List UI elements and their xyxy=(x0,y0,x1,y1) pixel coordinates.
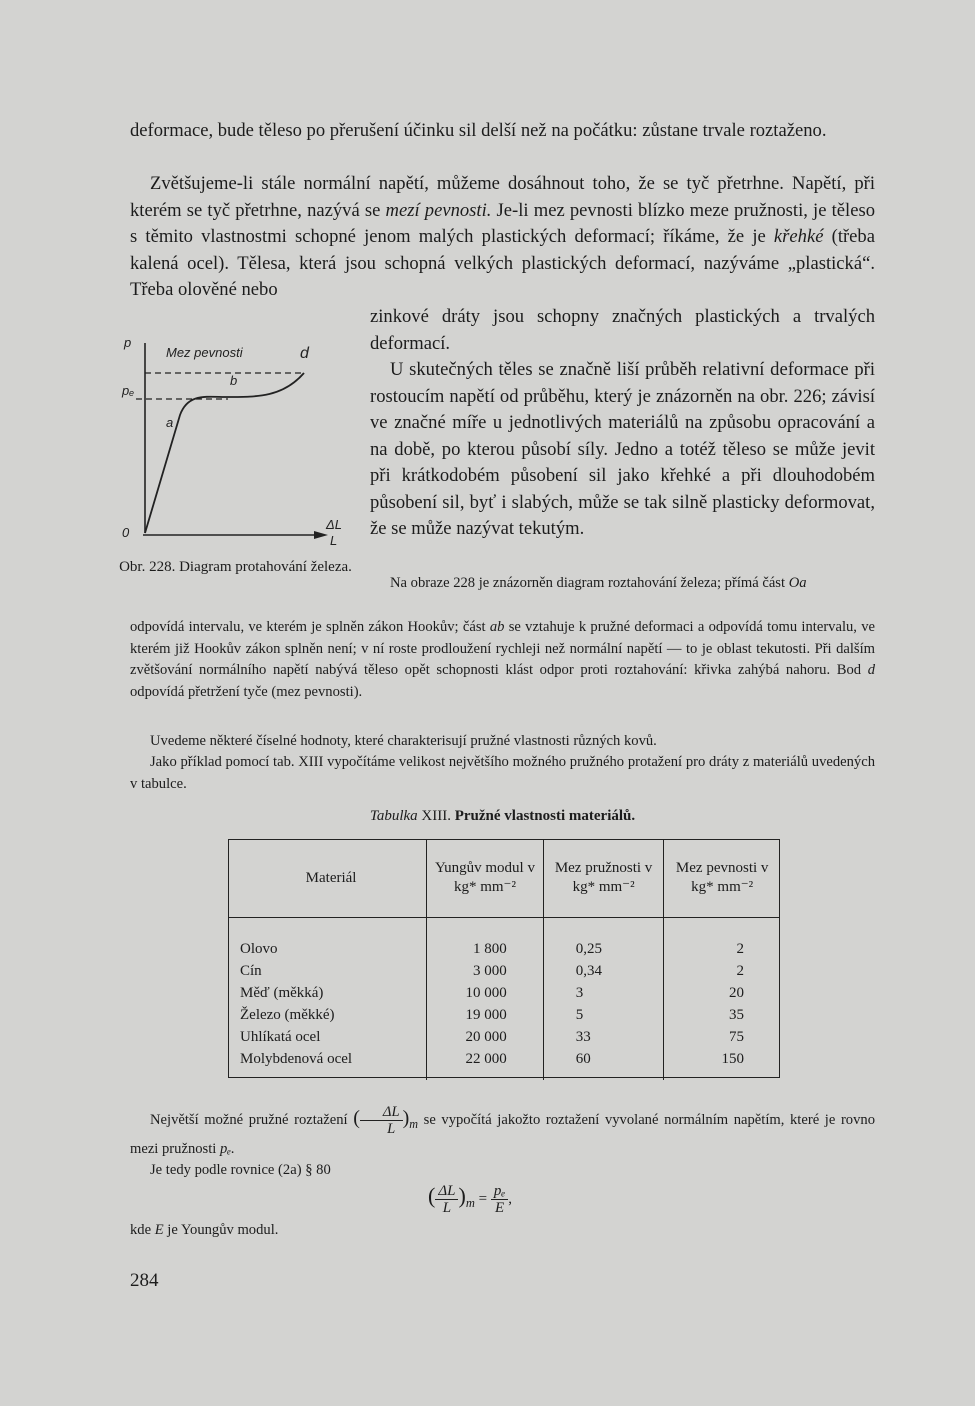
materials-table xyxy=(228,839,780,1080)
stress-strain-diagram xyxy=(118,335,358,595)
label-p: p xyxy=(124,335,132,350)
paragraph-3: U skutečných těles se značně liší průběh relativní deformace při rostoucím napětí od průběhu, který je znázorněn na obr. 226; závisí ve značné míře u jednotlivých materiálů na způsobu opracování a na době, po kterou působí síly. Jedno a totéž těleso se může jevit při krátkodobém působení sil jako křehké a při dlouhodobém působení sil, byť i slabých, může se tak silně plasticky deformovat, že se může nazývat tekutým. xyxy=(370,359,875,539)
table-row: Uhlíkatá ocel 20 000 33 75 xyxy=(228,1026,780,1048)
table-row: Molybdenová ocel 22 000 60 150 xyxy=(228,1048,780,1080)
label-d: d xyxy=(300,345,309,362)
eq-fraction-left: $\frac{\Delta L}{L}$ xyxy=(435,1183,458,1216)
dl-axis-arrow xyxy=(314,531,328,539)
label-b: b xyxy=(230,373,238,388)
table-row: Železo (měkké) 19 000 5 35 xyxy=(228,1004,780,1026)
paragraph-2: Zvětšujeme-li stále normální napětí, můžeme dosáhnout toho, že se tyč přetrhne. Napětí, při kterém se tyč přetrhne, nazývá se mezí pevnosti. Je-li mez pevnosti blízko meze pružnosti, je těleso s těmito vlastnostmi schopné jenom malých plastických deformací; říkáme, že je křehké (třeba kalená ocel). Tělesa, která jsou schopná velkých plastických deformací, nazýváme „plastická“. Třeba olověné nebo xyxy=(130,173,876,300)
fraction-dl-l: $\frac{\Delta L}{L}$ xyxy=(360,1104,403,1137)
label-pe: pₑ xyxy=(122,383,135,398)
header-mez-pevnosti: Mez pevnosti v kg* mm⁻² xyxy=(664,839,780,918)
header-material: Materiál xyxy=(228,839,427,918)
paragraph-9: kde E je Youngův modul. xyxy=(130,1222,279,1238)
paragraph-4-wrap: Na obraze 228 je znázorněn diagram roztahování železa; přímá část Oa xyxy=(390,575,807,591)
table-row: Olovo 1 800 0,25 2 xyxy=(228,918,780,961)
table-row: Cín 3 000 0,34 2 xyxy=(228,960,780,982)
eq-fraction-right: $\frac{\text{pₑ}}{E}$ xyxy=(491,1183,508,1216)
paragraph-1: deformace, bude těleso po přerušení účinku sil delší než na počátku: zůstane trvale roztaženo. xyxy=(130,120,827,141)
equation: ( $\frac{\Delta L}{L}$ )$_m$ = $\frac{\text{pₑ}}{E}$ , xyxy=(428,1183,512,1217)
label-origin: 0 xyxy=(122,525,130,540)
table-caption: Tabulka XIII. Pružné vlastnosti materiálů. xyxy=(369,808,636,824)
stress-strain-curve xyxy=(145,373,304,533)
label-a: a xyxy=(166,415,174,430)
table-row: Měď (měkká) 10 000 3 20 xyxy=(228,982,780,1004)
label-delta-l: ΔL xyxy=(326,517,342,532)
paragraph-5: Uvedeme některé číselné hodnoty, které charakterisují pružné vlastnosti různých kovů. xyxy=(150,733,657,749)
paragraph-7: Největší možné pružné roztažení ( $\frac{\Delta L}{L}$ )$_m$ se vypočítá jakožto roztažení vyvolané normálním napětím, které je rovno mezi pružnosti pₑ. xyxy=(130,1104,875,1157)
table-header-row xyxy=(228,839,780,918)
figure-caption: Obr. 228. Diagram protahování železa. xyxy=(119,559,352,575)
header-young: Yungův modul v kg* mm⁻² xyxy=(427,839,544,918)
paragraph-6: Jako příklad pomocí tab. XIII vypočítáme velikost největšího možného pružného protažení pro dráty z materiálů uvedených v tabulce. xyxy=(130,754,875,792)
paragraph-2-wrap: zinkové dráty jsou schopny značných plastických a trvalých deformací. xyxy=(370,306,875,354)
header-mez-pruznosti: Mez pružnosti v kg* mm⁻² xyxy=(543,839,664,918)
page-number: 284 xyxy=(130,1270,159,1291)
paragraph-8: Je tedy podle rovnice (2a) § 80 xyxy=(150,1162,331,1178)
paragraph-4: odpovídá intervalu, ve kterém je splněn zákon Hookův; část ab se vztahuje k pružné deformaci a odpovídá tomu intervalu, ve kterém již Hookův zákon splněn není; v ní roste prodloužení rychleji než normální napětí — to je oblast tekutosti. Při dalším zvětšování normálního napětí nabývá těleso opět schopnosti klást odpor proti roztahování: křivka zahýbá nahoru. Bod d odpovídá přetržení tyče (mez pevnosti). xyxy=(130,619,875,700)
label-l: L xyxy=(330,533,338,548)
label-mez-pevnosti: Mez pevnosti xyxy=(166,345,243,360)
diagram-svg xyxy=(118,335,358,595)
